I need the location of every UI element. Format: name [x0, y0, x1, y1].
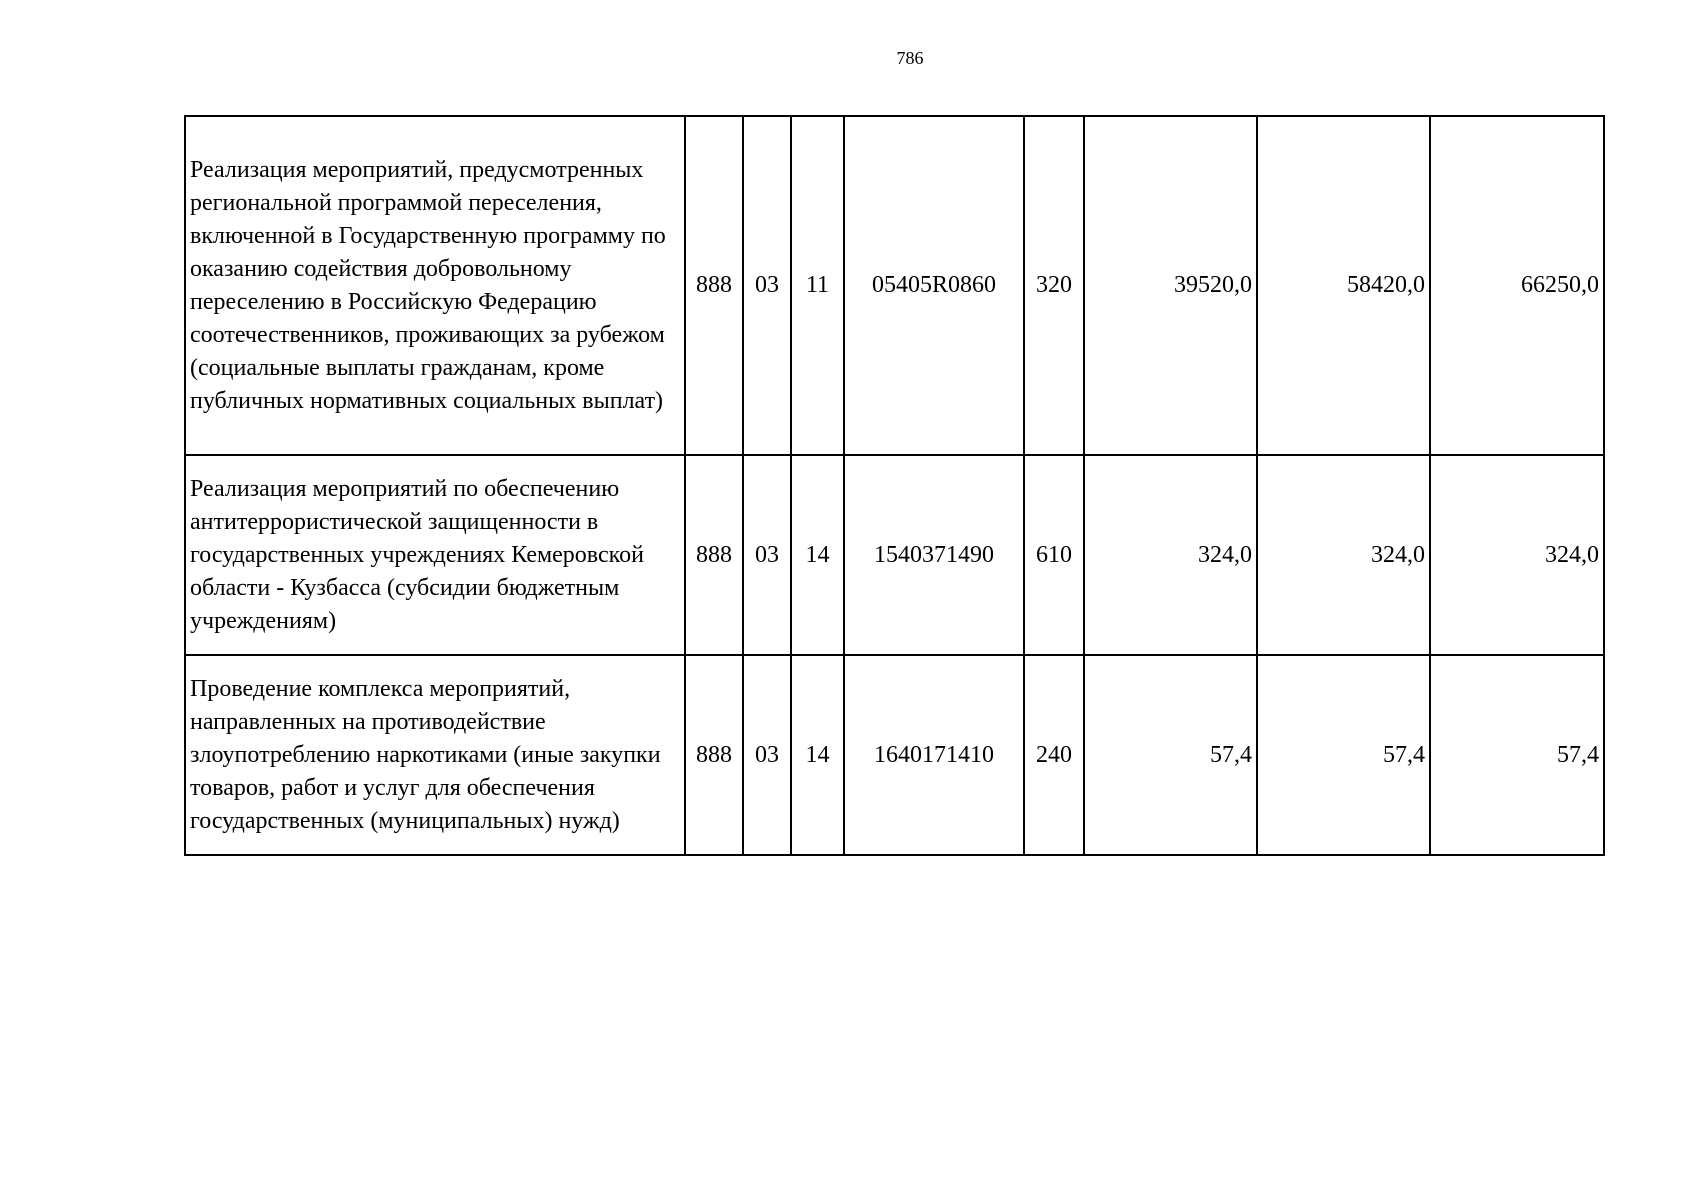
table-row: [185, 116, 1604, 455]
section-code: 03: [743, 655, 791, 855]
amount-year-3: 324,0: [1430, 455, 1604, 655]
section-code: 03: [743, 116, 791, 455]
section-code: 03: [743, 455, 791, 655]
amount-year-2: 57,4: [1257, 655, 1430, 855]
page-number: 786: [896, 48, 924, 68]
table-row: [185, 655, 1604, 855]
table-row: [185, 455, 1604, 655]
ministry-code: 888: [685, 116, 743, 455]
row-description: Проведение комплекса мероприятий, направленных на противодействие злоупотреблению наркотиками (иные закупки товаров, работ и услуг для обеспечения государственных (муниципальных) нужд): [185, 655, 685, 855]
ministry-code: 888: [685, 655, 743, 855]
row-description: Реализация мероприятий по обеспечению антитеррористической защищенности в государственных учреждениях Кемеровской области - Кузбасса (субсидии бюджетным учреждениям): [185, 455, 685, 655]
subsection-code: 11: [791, 116, 844, 455]
amount-year-3: 66250,0: [1430, 116, 1604, 455]
expense-type-code: 240: [1024, 655, 1084, 855]
amount-year-1: 57,4: [1084, 655, 1257, 855]
amount-year-1: 39520,0: [1084, 116, 1257, 455]
amount-year-3: 57,4: [1430, 655, 1604, 855]
amount-year-2: 324,0: [1257, 455, 1430, 655]
subsection-code: 14: [791, 655, 844, 855]
row-description: Реализация мероприятий, предусмотренных региональной программой переселения, включенной в Государственную программу по оказанию содействия добровольному переселению в Российскую Федерацию соотечественников, проживающих за рубежом (социальные выплаты гражданам, кроме публичных нормативных социальных выплат): [185, 116, 685, 455]
expense-type-code: 320: [1024, 116, 1084, 455]
expense-type-code: 610: [1024, 455, 1084, 655]
amount-year-2: 58420,0: [1257, 116, 1430, 455]
target-article-code: 1540371490: [844, 455, 1024, 655]
amount-year-1: 324,0: [1084, 455, 1257, 655]
target-article-code: 05405R0860: [844, 116, 1024, 455]
subsection-code: 14: [791, 455, 844, 655]
target-article-code: 1640171410: [844, 655, 1024, 855]
ministry-code: 888: [685, 455, 743, 655]
budget-table: [184, 115, 1605, 856]
